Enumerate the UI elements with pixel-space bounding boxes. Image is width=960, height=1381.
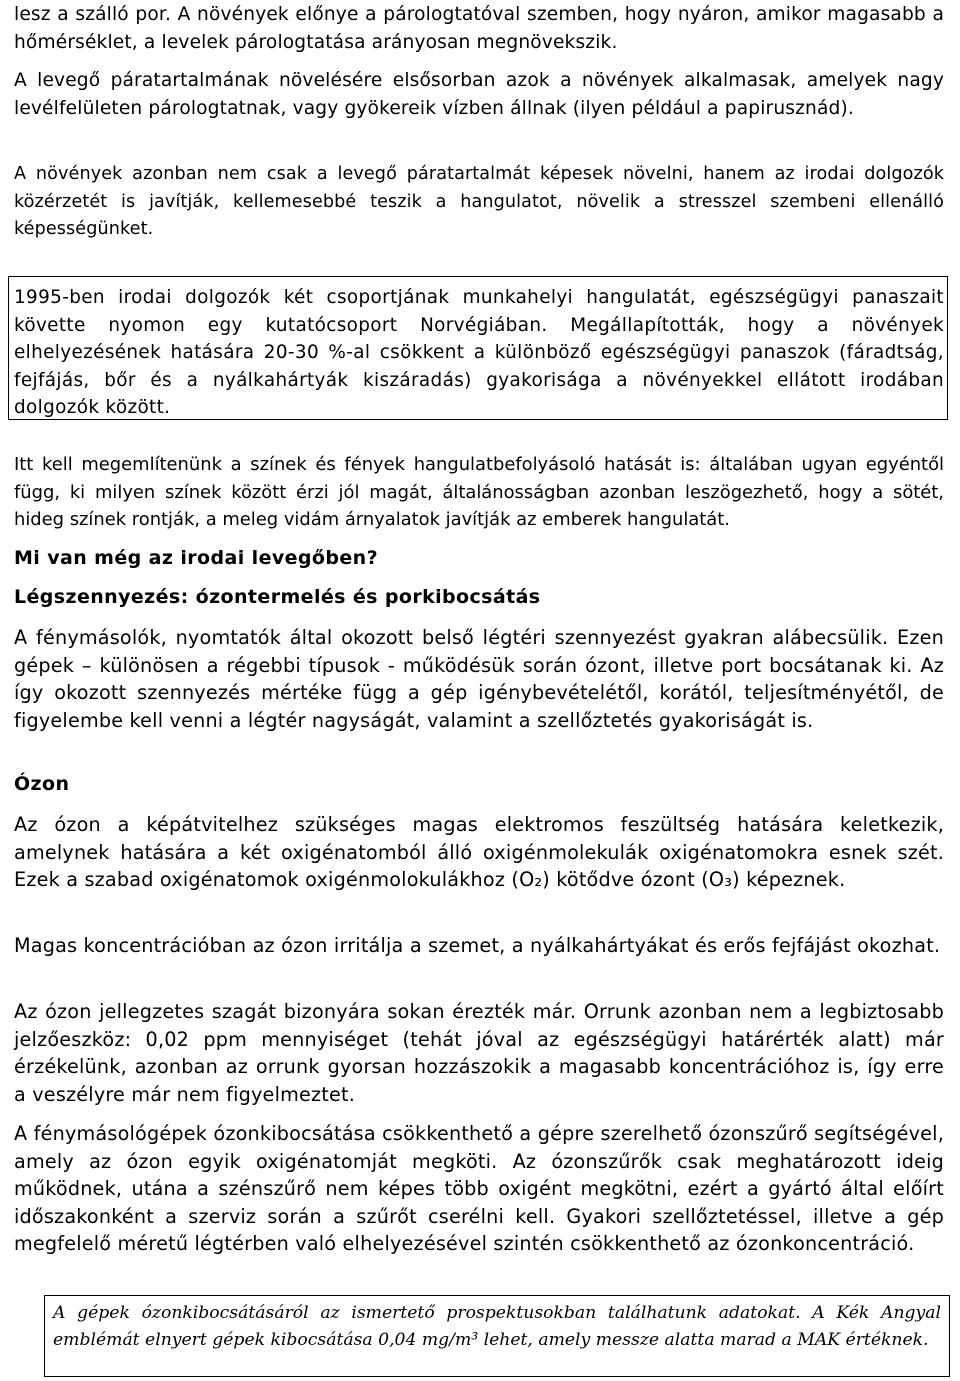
heading-air: Mi van még az irodai levegőben? — [14, 547, 379, 569]
paragraph-ozone-irritation: Magas koncentrációban az ózon irritálja a szemet, a nyálkahártyákat és erős fejfájást okozhat. — [14, 934, 941, 957]
paragraph-humidity: A levegő páratartalmának növelésére elsősorban azok a növények alkalmasak, amelyek nagy levélfelületen párologtatnak, vagy gyökereik vízben állnak (ilyen például a papirusznád). — [14, 70, 944, 119]
paragraph-ozone-formation: Az ózon a képátvitelhez szükséges magas elektromos feszültség hatására keletkezik, amelynek hatására a két oxigénatomból álló oxigénmolekulák oxigénatomokra esnek szét. Ezek a szabad oxigénatomok oxigénmolokulákhoz (O₂) kötődve ózont (O₃) képeznek. — [14, 813, 944, 891]
paragraph-ozone-filter: A fénymásológépek ózonkibocsátása csökkenthető a gépre szerelhető ózonszűrő segítségével, amely az ózon egyik oxigénatomját megköti. Az ózonszűrők csak meghatározott ideig működnek, utána a szénszűrő nem képes több oxigént megkötni, ezért a gyártó által előírt időszakonként a szerviz során a szűrőt cserélni kell. Gyakori szellőztetéssel, illetve a gép megfelelő méretű légtérben való elhelyezésével szintén csökkenthető az ózonkoncentráció. — [14, 1122, 944, 1255]
info-note-box: A gépek ózonkibocsátásáról az ismertető prospektusokban találhatunk adatokat. A Kék Angyal emblémát elnyert gépek kibocsátása 0,04 mg/m³ lehet, amely messze alatta marad a MAK értéknek. — [44, 1295, 950, 1377]
study-box — [8, 276, 948, 420]
paragraph-intro: lesz a szálló por. A növények előnye a párologtatóval szemben, hogy nyáron, amikor magasabb a hőmérséklet, a levelek párologtatása arányosan megnövekszik. — [14, 4, 944, 53]
paragraph-wellbeing: A növények azonban nem csak a levegő páratartalmát képesek növelni, hanem az irodai dolgozók közérzetét is javítják, kellemesebbé teszik a hangulatot, növelik a stresszel szembeni ellenálló képességünket. — [14, 164, 944, 239]
heading-pollution: Légszennyezés: ózontermelés és porkibocsátás — [14, 586, 541, 608]
paragraph-ozone-smell: Az ózon jellegzetes szagát bizonyára sokan érezték már. Orrunk azonban nem a legbiztosabb jelzőeszköz: 0,02 ppm mennyiséget (tehát jóval az egészségügyi határérték alatt) már érzékelünk, azonban az orrunk gyorsan hozzászokik a magasabb koncentrációhoz is, így erre a veszélyre már nem figyelmeztet. — [14, 1000, 944, 1106]
heading-ozone: Ózon — [14, 773, 70, 795]
paragraph-pollution: A fénymásolók, nyomtatók által okozott belső légtéri szennyezést gyakran alábecsülik. Ezen gépek – különösen a régebbi típusok - működésük során ózont, illetve port bocsátanak ki. Az így okozott szennyezés mértéke függ a gép igénybevételétől, korától, teljesítményétől, de figyelembe kell venni a légtér nagyságát, valamint a szellőztetés gyakoriságát is. — [14, 626, 944, 732]
paragraph-colors: Itt kell megemlítenünk a színek és fények hangulatbefolyásoló hatását is: általában ugyan egyéntől függ, ki milyen színek között érzi jól magát, általánosságban azonban leszögezhető, hogy a sötét, hideg színek rontják, a meleg vidám árnyalatok javítják az emberek hangulatát. — [14, 454, 944, 530]
paragraph-study: 1995-ben irodai dolgozók két csoportjának munkahelyi hangulatát, egészségügyi panaszait követte nyomon egy kutatócsoport Norvégiában. Megállapították, hogy a növények elhelyezésének hatására 20-30 %-al csökkent a különböző egészségügyi panaszok (fáradtság, fejfájás, bőr és a nyálkahártyák kiszáradás) gyakorisága a növényekkel ellátott irodában dolgozók között. — [14, 287, 944, 418]
